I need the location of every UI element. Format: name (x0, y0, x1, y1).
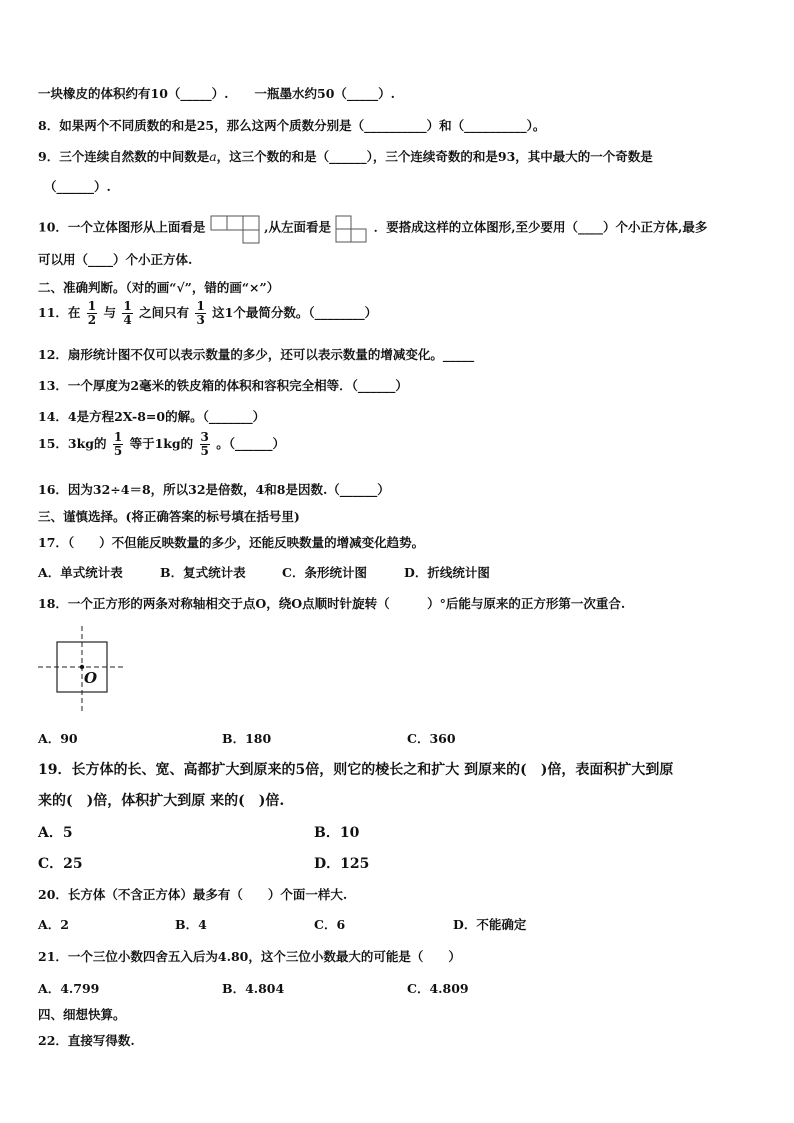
top-view-figure (210, 212, 260, 244)
q17-option-b: B．复式统计表 (160, 565, 246, 580)
q21-option-a: A．4.799 (38, 981, 100, 996)
point-o-label: O (84, 669, 98, 687)
question-15 (38, 431, 285, 458)
section-2-heading: 二、准确判断。（对的画“√”，错的画“×”） (38, 280, 280, 295)
eraser-volume-text: 一块橡皮的体积约有10（_____）. (38, 86, 229, 101)
q20-option-d: D．不能确定 (453, 917, 527, 932)
q11-text-2: 与 (103, 305, 116, 320)
question-9-line-1 (38, 147, 653, 165)
q21-option-b: B．4.804 (222, 981, 285, 996)
question-21: 21．一个三位小数四舍五入后为4.80，这个三位小数最大的可能是（ ） (38, 949, 461, 964)
q17-option-d: D．折线统计图 (404, 565, 490, 580)
q15-text-2: 等于1kg的 (129, 436, 194, 451)
question-14: 14．4是方程2X-8=0的解。（_______） (38, 409, 266, 424)
section-3-heading: 三、谨慎选择。(将正确答案的标号填在括号里) (38, 509, 300, 524)
question-12: 12．扇形统计图不仅可以表示数量的多少，还可以表示数量的增减变化。_____ (38, 347, 475, 362)
question-7-line (38, 84, 395, 102)
q10-text-1: 10．一个立体图形从上面看是 (38, 219, 206, 235)
q15-text-1: 15．3kg的 (38, 436, 107, 451)
question-18: 18．一个正方形的两条对称轴相交于点O，绕O点顺时针旋转（ ）°后能与原来的正方形第一次重合. (38, 596, 626, 611)
q20-option-a: A．2 (38, 917, 69, 932)
question-17: 17．（ ）不但能反映数量的多少，还能反映数量的增减变化趋势。 (38, 535, 425, 550)
q20-option-c: C．6 (314, 917, 346, 932)
question-11 (38, 300, 377, 327)
q19-option-a: A．5 (38, 825, 73, 841)
q19-option-b: B．10 (314, 825, 360, 841)
q15-text-3: 。（______） (216, 436, 286, 451)
fraction-one-quarter: $\frac{1}{4}$ (123, 299, 132, 327)
section-4-heading: 四、细想快算。 (38, 1007, 126, 1022)
q11-text-1: 11．在 (38, 305, 81, 320)
left-view-figure (335, 212, 369, 244)
fraction-one-half: $\frac{1}{2}$ (87, 299, 97, 327)
question-13: 13．一个厚度为2毫米的铁皮箱的体积和容积完全相等．（______） (38, 378, 408, 393)
question-16: 16．因为32÷4＝8，所以32是倍数，4和8是因数.（______） (38, 482, 390, 497)
q9-text-post: ，这三个数的和是（______），三个连续奇数的和是93，其中最大的一个奇数是 (216, 149, 653, 164)
question-19-line-2: 来的( )倍，体积扩大到原 来的( )倍. (38, 793, 285, 809)
q21-option-c: C．4.809 (407, 981, 469, 996)
question-19-line-1: 19．长方体的长、宽、高都扩大到原来的5倍，则它的棱长之和扩大 到原来的( )倍，表面积扩大到原 (38, 762, 674, 778)
question-20: 20．长方体（不含正方体）最多有（ ）个面一样大. (38, 887, 348, 902)
question-8: 8．如果两个不同质数的和是25，那么这两个质数分别是（__________）和（__________）。 (38, 118, 546, 133)
ink-volume-text: 一瓶墨水约50（_____）. (254, 86, 395, 101)
q10-text-3: ．要搭成这样的立体图形,至少要用（____）个小正方体,最多 (373, 219, 708, 235)
q18-option-c: C．360 (407, 731, 456, 746)
question-10-line-1 (38, 212, 707, 244)
q19-option-d: D．125 (314, 856, 370, 872)
q9-text-pre: 9．三个连续自然数的中间数是 (38, 149, 210, 164)
q19-option-c: C．25 (38, 856, 83, 872)
fraction-three-fifths: $\frac{3}{5}$ (200, 430, 209, 458)
q11-text-3: 之间只有 (139, 305, 190, 320)
question-22: 22．直接写得数. (38, 1033, 135, 1048)
question-10-line-2: 可以用（____）个小正方体. (38, 252, 193, 267)
fraction-one-fifth: $\frac{1}{5}$ (113, 430, 123, 458)
q20-option-b: B．4 (175, 917, 207, 932)
q18-option-b: B．180 (222, 731, 272, 746)
square-symmetry-figure (36, 625, 128, 715)
q9-variable: a (209, 149, 217, 164)
fraction-one-third: $\frac{1}{3}$ (196, 299, 205, 327)
q11-text-4: 这1个最简分数。（________） (212, 305, 378, 320)
q18-option-a: A．90 (38, 731, 78, 746)
q10-text-2: ,从左面看是 (264, 219, 331, 235)
question-9-line-2: （______）. (44, 179, 111, 194)
q17-option-c: C．条形统计图 (282, 565, 367, 580)
q17-option-a: A．单式统计表 (38, 565, 123, 580)
